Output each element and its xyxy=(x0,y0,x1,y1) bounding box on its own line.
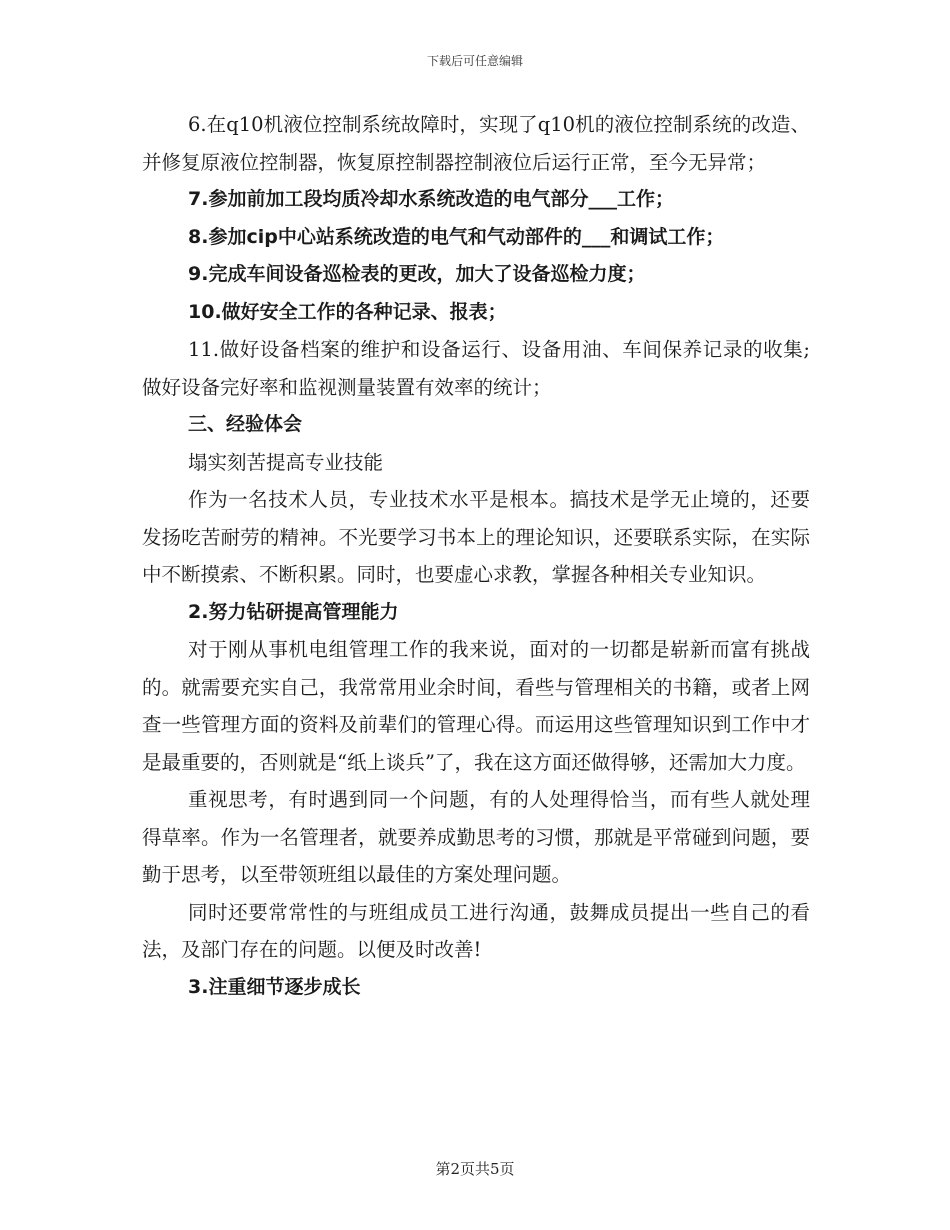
paragraph-communication: 同时还要常常性的与班组成员工进行沟通，鼓舞成员提出一些自己的看法，及部门存在的问题。以便及时改善! xyxy=(142,900,810,961)
paragraph-item-8: 8.参加cip中心站系统改造的电气和气动部件的___和调试工作； xyxy=(188,225,725,248)
subheading-details: 3.注重细节逐步成长 xyxy=(188,975,361,998)
paragraph-management-learning: 对于刚从事机电组管理工作的我来说，面对的一切都是崭新而富有挑战的。就需要充实自己，我常常用业余时间，看些与管理相关的书籍，或者上网查一些管理方面的资料及前辈们的管理心得。而运用这些管理知识到工作中才是最重要的，否则就是“纸上谈兵”了，我在这方面还做得够，还需加大力度。 xyxy=(142,638,810,774)
section-heading-experience: 三、经验体会 xyxy=(188,413,303,435)
page-number: 第2页共5页 xyxy=(435,1160,515,1178)
subheading-professional-skills: 塌实刻苦提高专业技能 xyxy=(188,450,384,474)
paragraph-item-10: 10.做好安全工作的各种记录、报表； xyxy=(188,300,507,323)
paragraph-item-9: 9.完成车间设备巡检表的更改，加大了设备巡检力度； xyxy=(188,263,646,285)
paragraph-item-7: 7.参加前加工段均质冷却水系统改造的电气部分___工作； xyxy=(188,188,674,210)
subheading-management-ability: 2.努力钻研提高管理能力 xyxy=(188,600,399,623)
paragraph-thinking: 重视思考，有时遇到同一个问题，有的人处理得恰当，而有些人就处理得草率。作为一名管理者，就要养成勤思考的习惯，那就是平常碰到问题，要勤于思考，以至带领班组以最佳的方案处理问题。 xyxy=(142,788,810,886)
paragraph-item-11: 11.做好设备档案的维护和设备运行、设备用油、车间保养记录的收集;做好设备完好率和监视测量装置有效率的统计； xyxy=(142,338,810,399)
paragraph-technical-skills: 作为一名技术人员，专业技术水平是根本。搞技术是学无止境的，还要发扬吃苦耐劳的精神。不光要学习书本上的理论知识，还要联系实际，在实际中不断摸索、不断积累。同时，也要虚心求教，掌握各种相关专业知识。 xyxy=(142,488,810,586)
paragraph-item-6: 6.在q10机液位控制系统故障时，实现了q10机的液位控制系统的改造、并修复原液位控制器，恢复原控制器控制液位后运行正常，至今无异常； xyxy=(142,113,810,174)
document-body xyxy=(142,106,810,1006)
page-header: 下载后可任意编辑 xyxy=(426,54,523,68)
